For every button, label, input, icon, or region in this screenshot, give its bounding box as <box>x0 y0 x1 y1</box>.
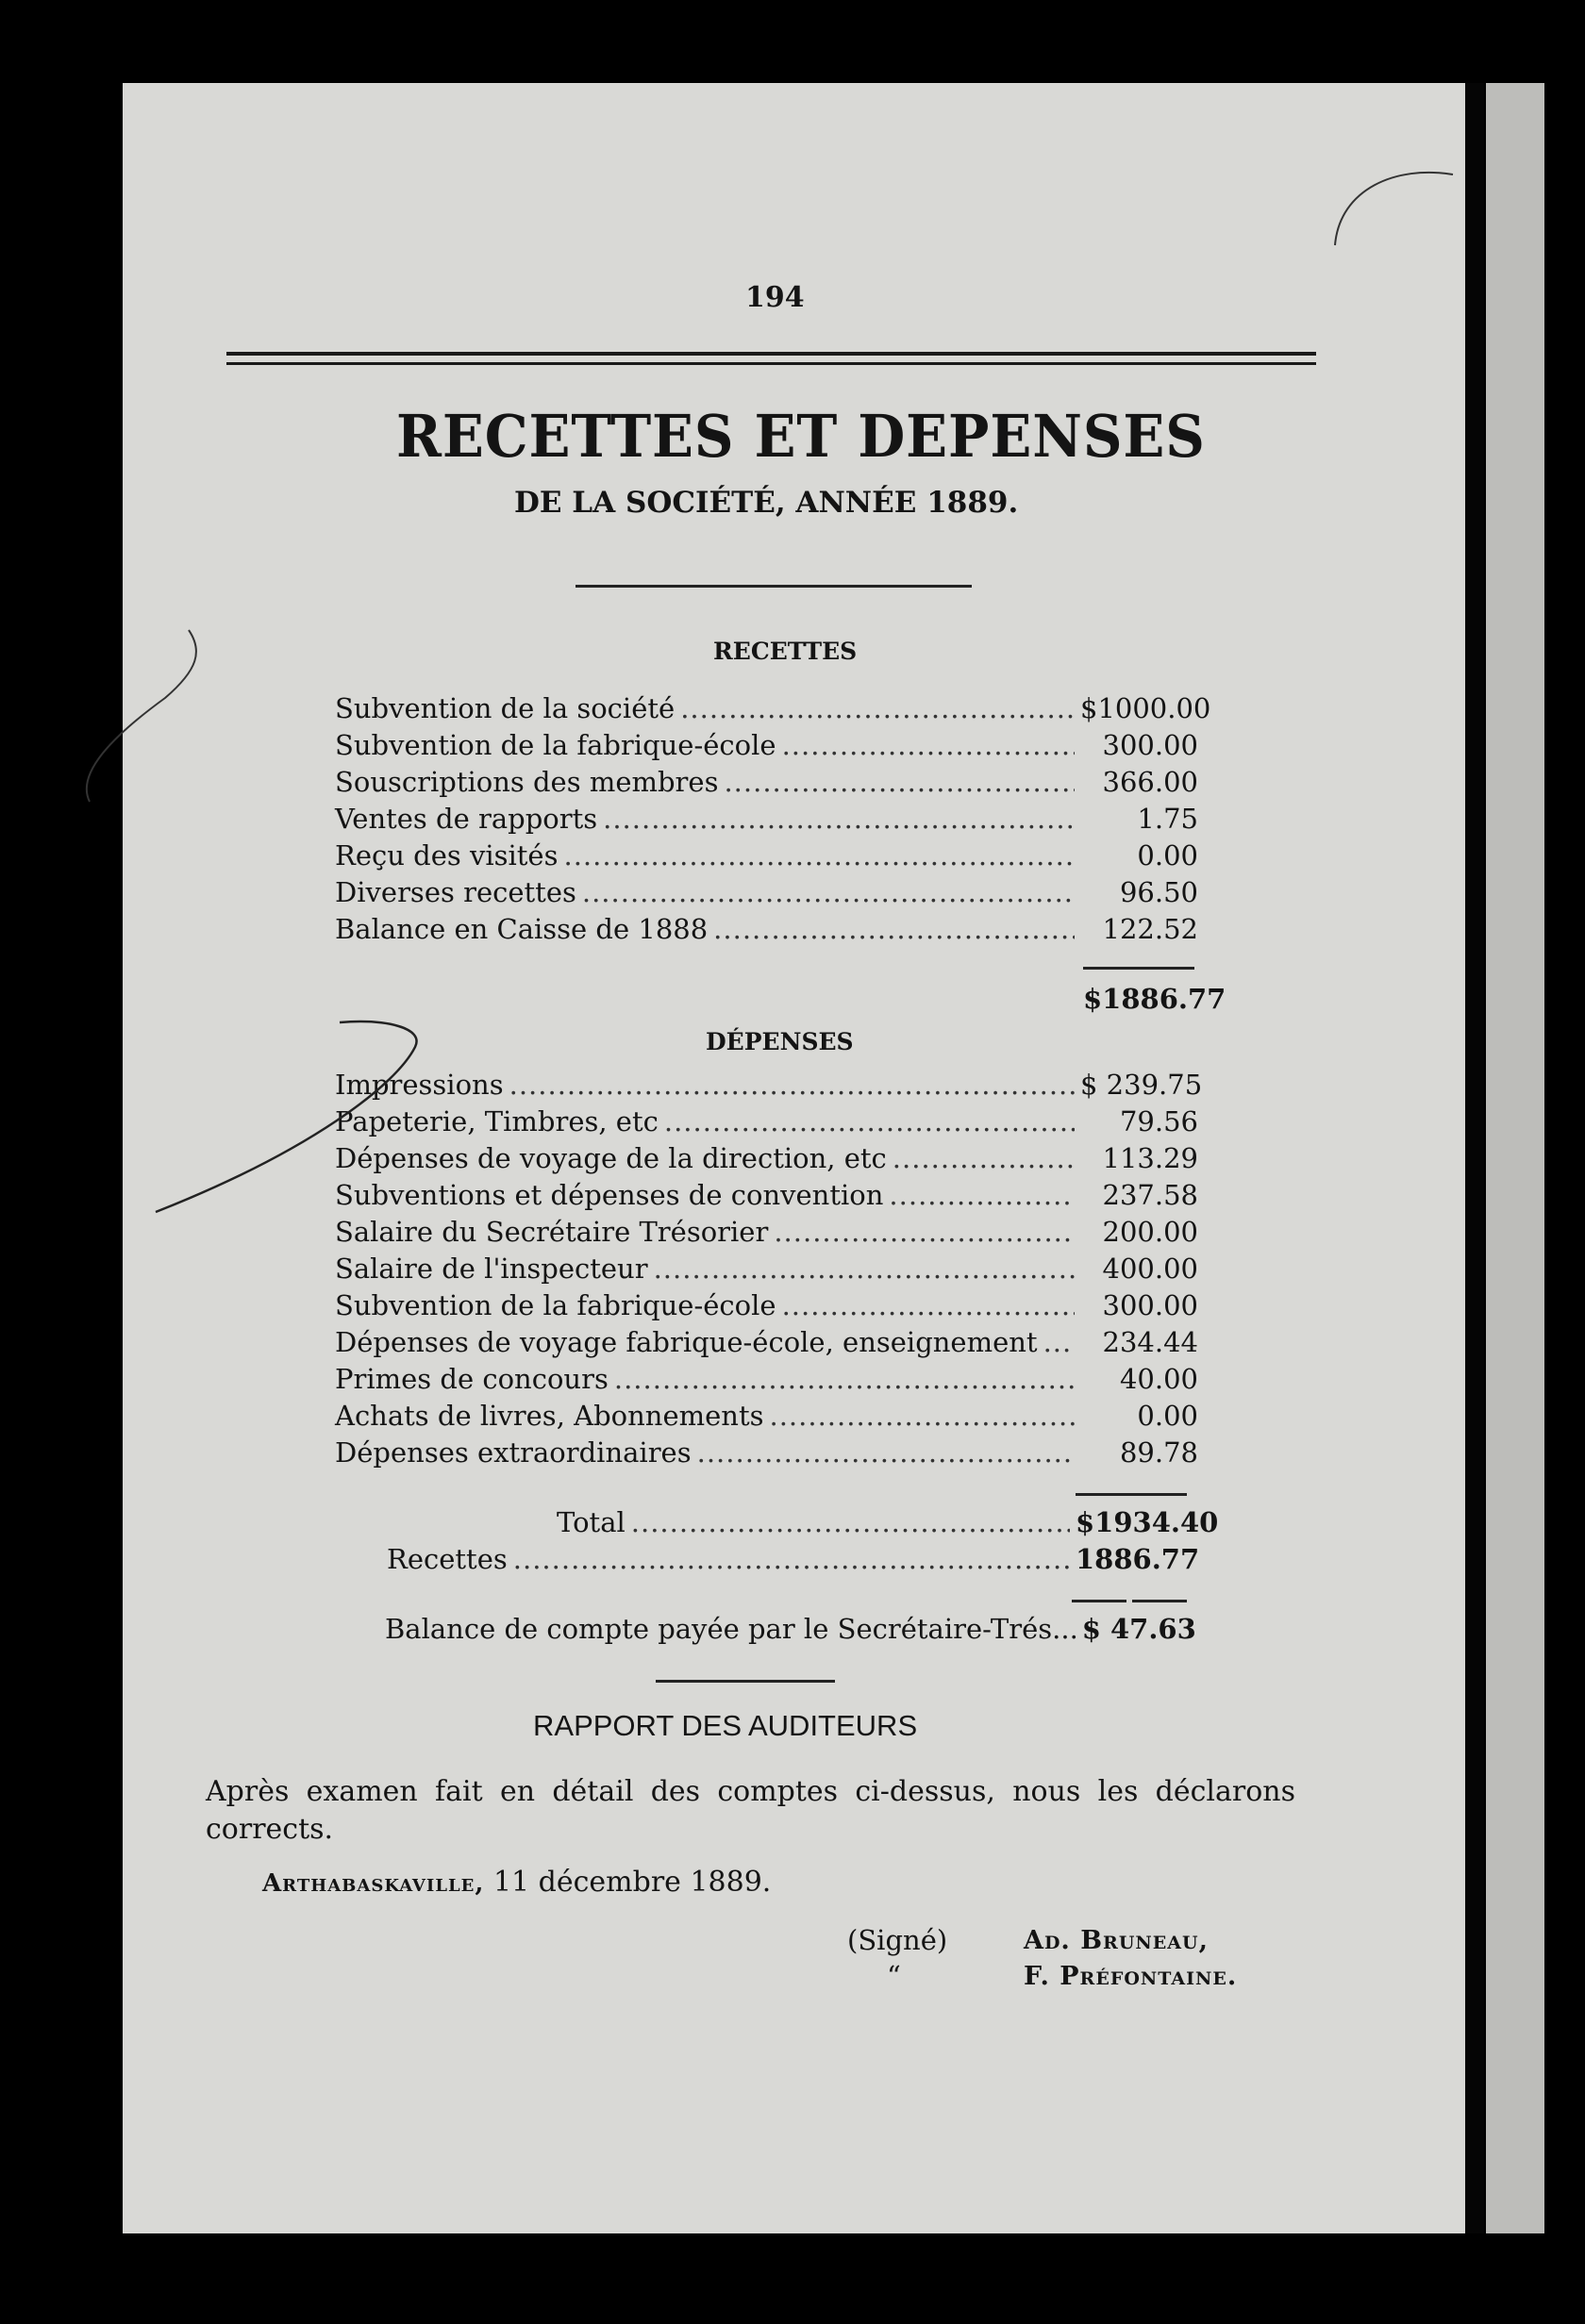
recettes-heading: RECETTES <box>713 638 858 665</box>
row-label: Subvention de la fabrique-école <box>335 729 776 761</box>
row-amount: 0.00 <box>1137 1400 1198 1432</box>
rapport-heading: RAPPORT DES AUDITEURS <box>533 1709 918 1742</box>
row-amount: 113.29 <box>1102 1142 1198 1174</box>
row-label: Subventions et dépenses de convention <box>335 1179 884 1211</box>
pencil-stroke <box>1335 173 1453 245</box>
row-amount: 366.00 <box>1102 766 1198 798</box>
signatory-2: F. Préfontaine. <box>1024 1962 1238 1991</box>
row-amount: 96.50 <box>1119 876 1198 908</box>
row-label: Impressions <box>335 1069 504 1101</box>
ditto-mark: “ <box>887 1960 901 1992</box>
row-label: Dépenses de voyage de la direction, etc <box>335 1142 887 1174</box>
page-subtitle: DE LA SOCIÉTÉ, ANNÉE 1889. <box>514 486 1019 520</box>
row-amount: $ 239.75 <box>1080 1069 1203 1101</box>
recettes-summary-amount: 1886.77 <box>1076 1543 1200 1575</box>
row-amount: 234.44 <box>1102 1326 1198 1358</box>
total-label: Total <box>557 1506 626 1538</box>
report-date: 11 décembre 1889. <box>492 1866 772 1899</box>
row-label: Salaire de l'inspecteur <box>335 1253 648 1285</box>
row-label: Reçu des visités <box>335 839 559 872</box>
row-amount: 400.00 <box>1102 1253 1198 1285</box>
row-label: Subvention de la fabrique-école <box>335 1289 776 1321</box>
row-amount: 89.78 <box>1119 1436 1198 1469</box>
row-label: Dépenses de voyage fabrique-école, enseignement <box>335 1326 1038 1358</box>
row-amount: 1.75 <box>1137 803 1198 835</box>
row-label: Diverses recettes <box>335 876 576 908</box>
balance-amount: $ 47.63 <box>1081 1613 1196 1645</box>
page-number: 194 <box>745 281 805 314</box>
row-label: Dépenses extraordinaires <box>335 1436 692 1469</box>
row-amount: 0.00 <box>1137 839 1198 872</box>
balance-label: Balance de compte payée par le Secrétaire-Trés... <box>385 1613 1078 1645</box>
row-label: Achats de livres, Abonnements <box>335 1400 764 1432</box>
row-label: Balance en Caisse de 1888 <box>335 913 709 945</box>
row-amount: 200.00 <box>1102 1216 1198 1248</box>
total-amount: $1934.40 <box>1076 1506 1219 1538</box>
pencil-stroke <box>87 630 196 802</box>
row-amount: 40.00 <box>1119 1363 1198 1395</box>
row-label: Ventes de rapports <box>335 803 598 835</box>
rapport-text: Après examen fait en détail des comptes ci-dessus, nous les déclarons corrects. <box>206 1775 1295 1846</box>
pencil-stroke <box>156 1021 417 1212</box>
row-amount: 122.52 <box>1102 913 1198 945</box>
signed-label: (Signé) <box>847 1924 948 1956</box>
row-label: Papeterie, Timbres, etc <box>335 1105 659 1137</box>
row-label: Subvention de la société <box>335 692 676 724</box>
row-amount: 237.58 <box>1102 1179 1198 1211</box>
row-label: Souscriptions des membres <box>335 766 719 798</box>
recettes-total: $1886.77 <box>1083 983 1226 1015</box>
row-label: Primes de concours <box>335 1363 609 1395</box>
row-amount: 79.56 <box>1119 1105 1198 1137</box>
row-amount: 300.00 <box>1102 1289 1198 1321</box>
recettes-summary-label: Recettes <box>387 1543 508 1575</box>
signatory-1: Ad. Bruneau, <box>1024 1926 1209 1955</box>
row-amount: $1000.00 <box>1080 692 1211 724</box>
place-name: Arthabaskaville, <box>262 1869 485 1898</box>
page-title: RECETTES ET DEPENSES <box>396 402 1206 471</box>
depenses-heading: DÉPENSES <box>706 1028 854 1055</box>
row-label: Salaire du Secrétaire Trésorier <box>335 1216 769 1248</box>
row-amount: 300.00 <box>1102 729 1198 761</box>
